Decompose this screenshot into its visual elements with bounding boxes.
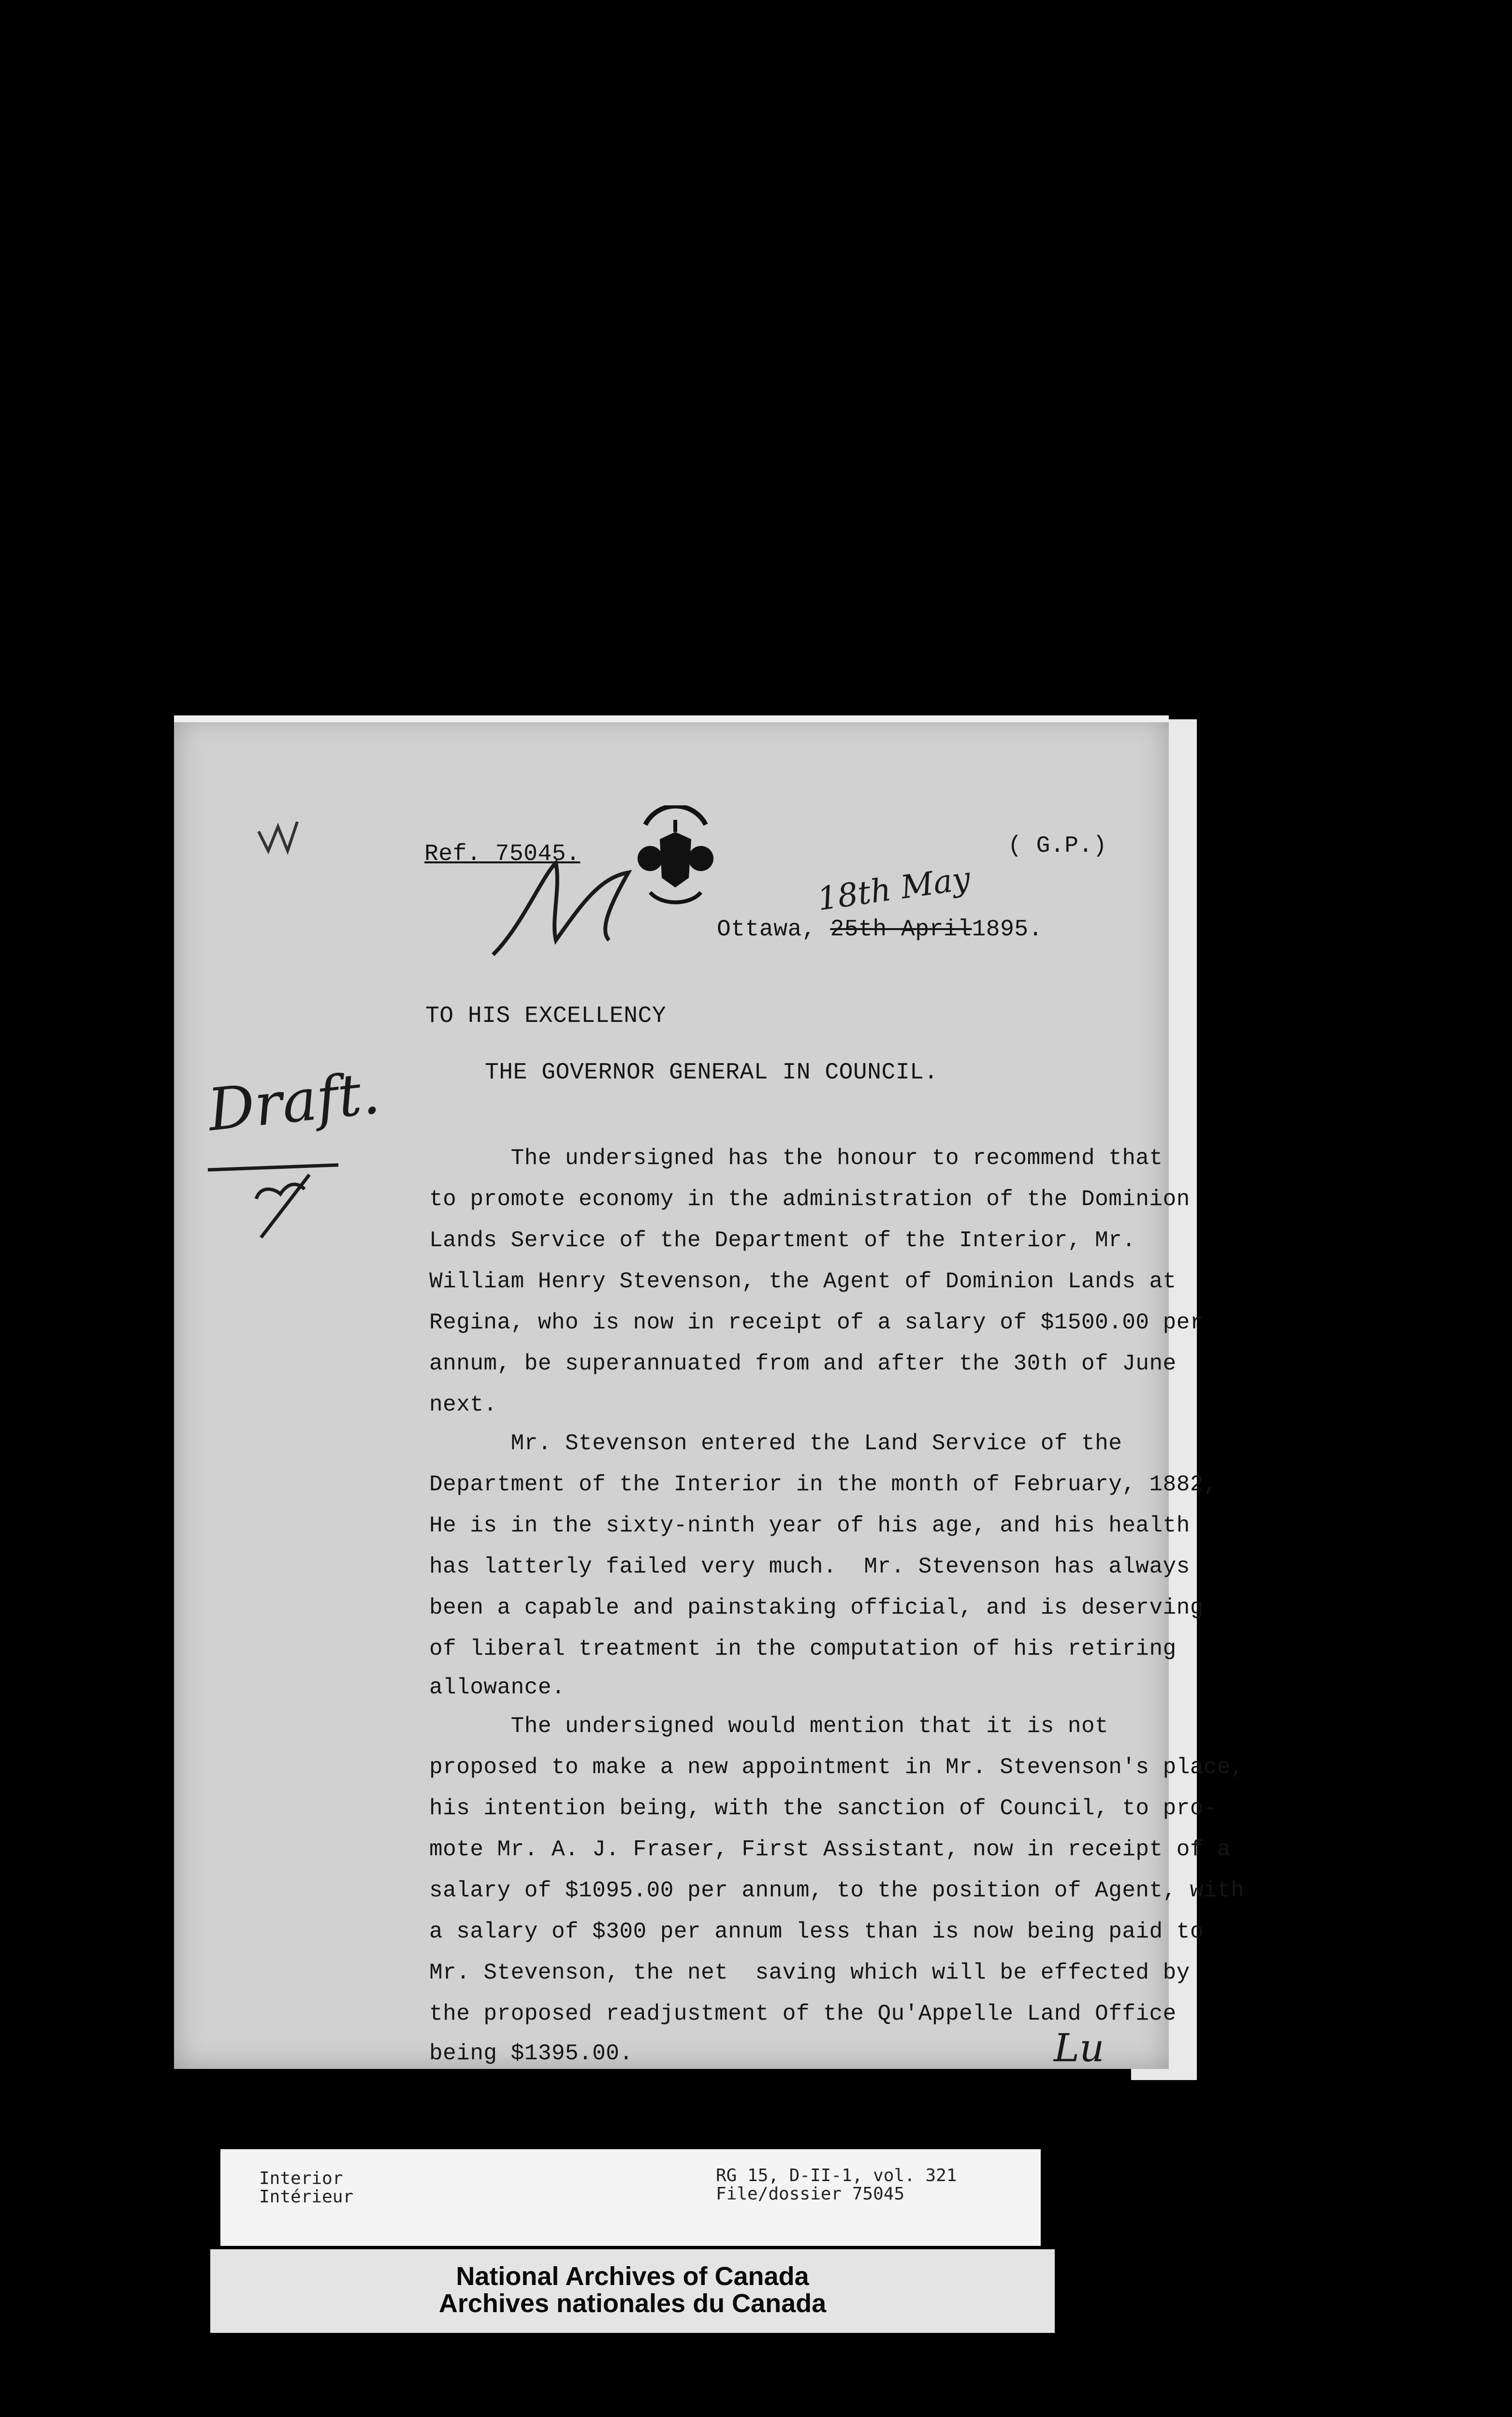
classification-code: ( G.P.) xyxy=(1008,833,1107,859)
body-line: proposed to make a new appointment in Mr. Stevenson's place, xyxy=(429,1755,1245,1780)
salutation-line-2: THE GOVERNOR GENERAL IN COUNCIL. xyxy=(485,1060,938,1086)
body-line: Lands Service of the Department of the Interior, Mr. xyxy=(429,1228,1136,1253)
body-line: to promote economy in the administration of the Dominion xyxy=(429,1187,1190,1212)
handwritten-draft-note: Draft. xyxy=(204,1059,383,1145)
body-line: being $1395.00. xyxy=(429,2041,633,2066)
archives-banner xyxy=(210,2249,1055,2333)
body-line: the proposed readjustment of the Qu'Appelle Land Office xyxy=(429,2001,1177,2026)
handwritten-scrawl xyxy=(483,848,638,964)
salutation-line-1: TO HIS EXCELLENCY xyxy=(425,1003,667,1029)
body-line: The undersigned would mention that it is not xyxy=(429,1714,1109,1739)
body-line: Department of the Interior in the month of February, 1882, xyxy=(429,1472,1218,1497)
body-line: The undersigned has the honour to recommend that xyxy=(429,1146,1163,1171)
paper-top-edge xyxy=(174,715,1169,722)
archive-file-reference: RG 15, D-II-1, vol. 321 File/dossier 75045 xyxy=(716,2166,957,2204)
archive-department: Interior Intérieur xyxy=(259,2169,354,2207)
body-line: a salary of $300 per annum less than is now being paid to xyxy=(429,1919,1204,1944)
department-seal-icon xyxy=(631,805,720,907)
banner-french: Archives nationales du Canada xyxy=(438,2289,827,2318)
body-line: his intention being, with the sanction of Council, to pro- xyxy=(429,1796,1218,1821)
banner-english: National Archives of Canada xyxy=(456,2262,809,2291)
body-line: has latterly failed very much. Mr. Stevenson has always xyxy=(429,1554,1190,1579)
handwritten-date: 18th May xyxy=(815,859,973,918)
body-line: been a capable and painstaking official, and is deserving xyxy=(429,1595,1204,1620)
body-line: next. xyxy=(429,1392,497,1417)
date-line xyxy=(717,917,1043,943)
date-struck: 25th April xyxy=(830,917,972,943)
body-line: annum, be superannuated from and after the 30th of June xyxy=(429,1351,1177,1376)
body-line: Mr. Stevenson, the net saving which will be effected by xyxy=(429,1960,1190,1985)
body-line: Regina, who is now in receipt of a salary of $1500.00 per xyxy=(429,1310,1204,1335)
archive-reference-label xyxy=(220,2149,1041,2246)
body-line: He is in the sixty-ninth year of his age, and his health xyxy=(429,1513,1190,1538)
body-line: Mr. Stevenson entered the Land Service of the xyxy=(429,1431,1122,1456)
body-line: allowance. xyxy=(429,1675,566,1700)
reference-number: Ref. 75045. xyxy=(424,841,581,867)
date-year: 1895. xyxy=(972,917,1043,943)
handwritten-mark-top xyxy=(254,812,302,860)
date-prefix: Ottawa, xyxy=(717,917,830,943)
body-line: mote Mr. A. J. Fraser, First Assistant, now in receipt of a xyxy=(429,1837,1231,1862)
body-line: of liberal treatment in the computation of his retiring xyxy=(429,1636,1177,1661)
body-line: salary of $1095.00 per annum, to the position of Agent, with xyxy=(429,1878,1245,1903)
handwritten-initials: Lu xyxy=(1054,2025,1105,2070)
handwritten-scrawl-draft xyxy=(203,1126,348,1271)
body-line: William Henry Stevenson, the Agent of Dominion Lands at xyxy=(429,1269,1177,1294)
